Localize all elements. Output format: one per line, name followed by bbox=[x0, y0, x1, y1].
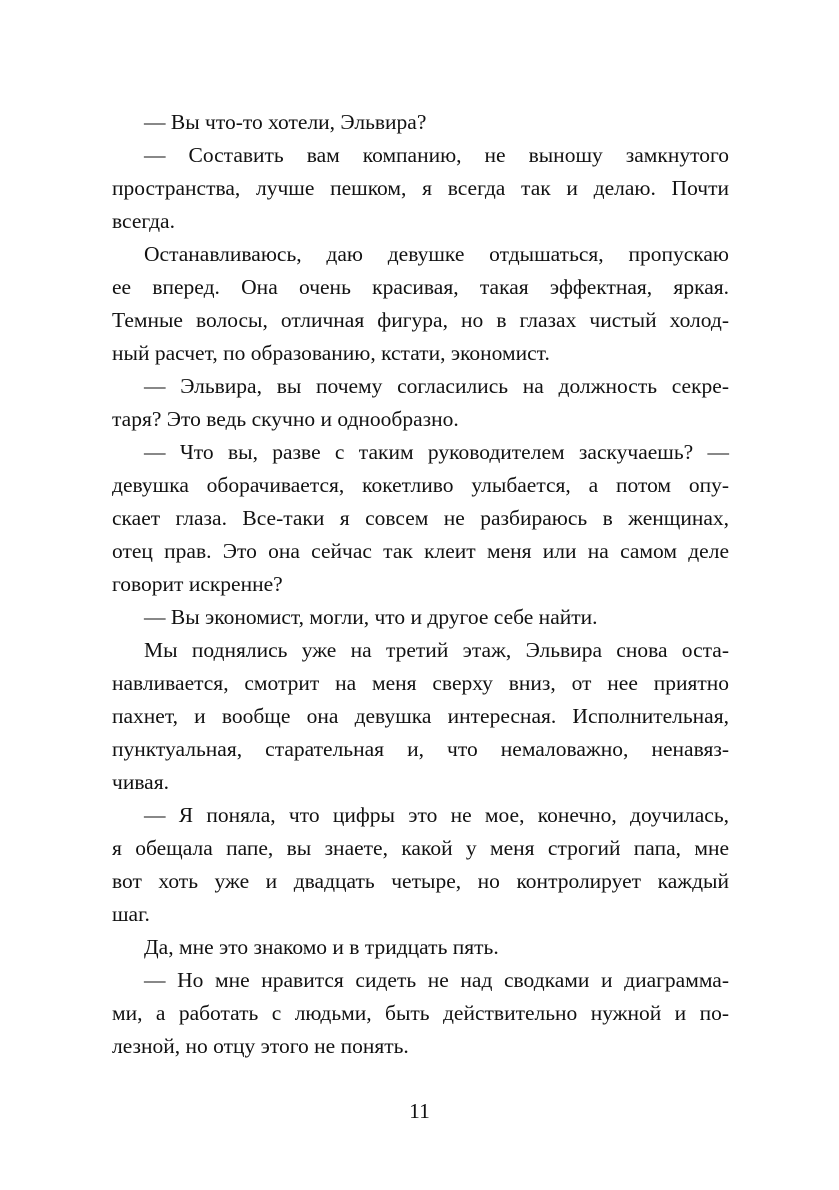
text-line: — Что вы, разве с таким руководителем заскучаешь? — bbox=[144, 440, 729, 464]
text-line: — Но мне нравится сидеть не над сводками и диаграмма- bbox=[144, 968, 729, 992]
text-line: Темные волосы, отличная фигура, но в глазах чистый холод- bbox=[112, 308, 729, 332]
text-line: скает глаза. Все-таки я совсем не разбираюсь в женщинах, bbox=[112, 506, 729, 530]
text-line: вот хоть уже и двадцать четыре, но контролирует каждый bbox=[112, 869, 729, 893]
paragraph bbox=[112, 931, 729, 964]
text-line: пространства, лучше пешком, я всегда так и делаю. Почти bbox=[112, 176, 729, 200]
text-line: пунктуальная, старательная и, что немаловажно, ненавяз- bbox=[112, 737, 729, 761]
paragraph bbox=[112, 106, 729, 139]
text-line: Мы поднялись уже на третий этаж, Эльвира снова оста- bbox=[144, 638, 729, 662]
text-line: я обещала папе, вы знаете, какой у меня строгий папа, мне bbox=[112, 836, 729, 860]
page-number: 11 bbox=[409, 1099, 430, 1123]
text-line: лезной, но отцу этого не понять. bbox=[112, 1034, 409, 1058]
text-line: таря? Это ведь скучно и однообразно. bbox=[112, 407, 459, 431]
text-line: — Составить вам компанию, не выношу замкнутого bbox=[144, 143, 729, 167]
text-line: говорит искренне? bbox=[112, 572, 283, 596]
paragraph bbox=[112, 799, 729, 931]
text-line: — Вы экономист, могли, что и другое себе найти. bbox=[144, 605, 598, 629]
paragraph bbox=[112, 238, 729, 370]
text-line: всегда. bbox=[112, 209, 175, 233]
text-line: пахнет, и вообще она девушка интересная. Исполнительная, bbox=[112, 704, 729, 728]
text-line: Да, мне это знакомо и в тридцать пять. bbox=[144, 935, 499, 959]
text-line: ее вперед. Она очень красивая, такая эффектная, яркая. bbox=[112, 275, 729, 299]
text-line: ный расчет, по образованию, кстати, экономист. bbox=[112, 341, 550, 365]
paragraph bbox=[112, 964, 729, 1063]
text-line: шаг. bbox=[112, 902, 150, 926]
paragraph bbox=[112, 370, 729, 436]
text-line: навливается, смотрит на меня сверху вниз, от нее приятно bbox=[112, 671, 729, 695]
paragraph bbox=[112, 436, 729, 601]
text-line: — Я поняла, что цифры это не мое, конечно, доучилась, bbox=[144, 803, 729, 827]
paragraph bbox=[112, 601, 729, 634]
paragraph bbox=[112, 634, 729, 799]
text-line: Останавливаюсь, даю девушке отдышаться, пропускаю bbox=[144, 242, 729, 266]
paragraph bbox=[112, 139, 729, 238]
text-line: отец прав. Это она сейчас так клеит меня или на самом деле bbox=[112, 539, 729, 563]
text-line: девушка оборачивается, кокетливо улыбается, а потом опу- bbox=[112, 473, 729, 497]
text-line: ми, а работать с людьми, быть действительно нужной и по- bbox=[112, 1001, 729, 1025]
text-line: чивая. bbox=[112, 770, 169, 794]
body-text bbox=[112, 106, 729, 1063]
text-line: — Эльвира, вы почему согласились на должность секре- bbox=[144, 374, 729, 398]
text-line: — Вы что-то хотели, Эльвира? bbox=[144, 110, 427, 134]
